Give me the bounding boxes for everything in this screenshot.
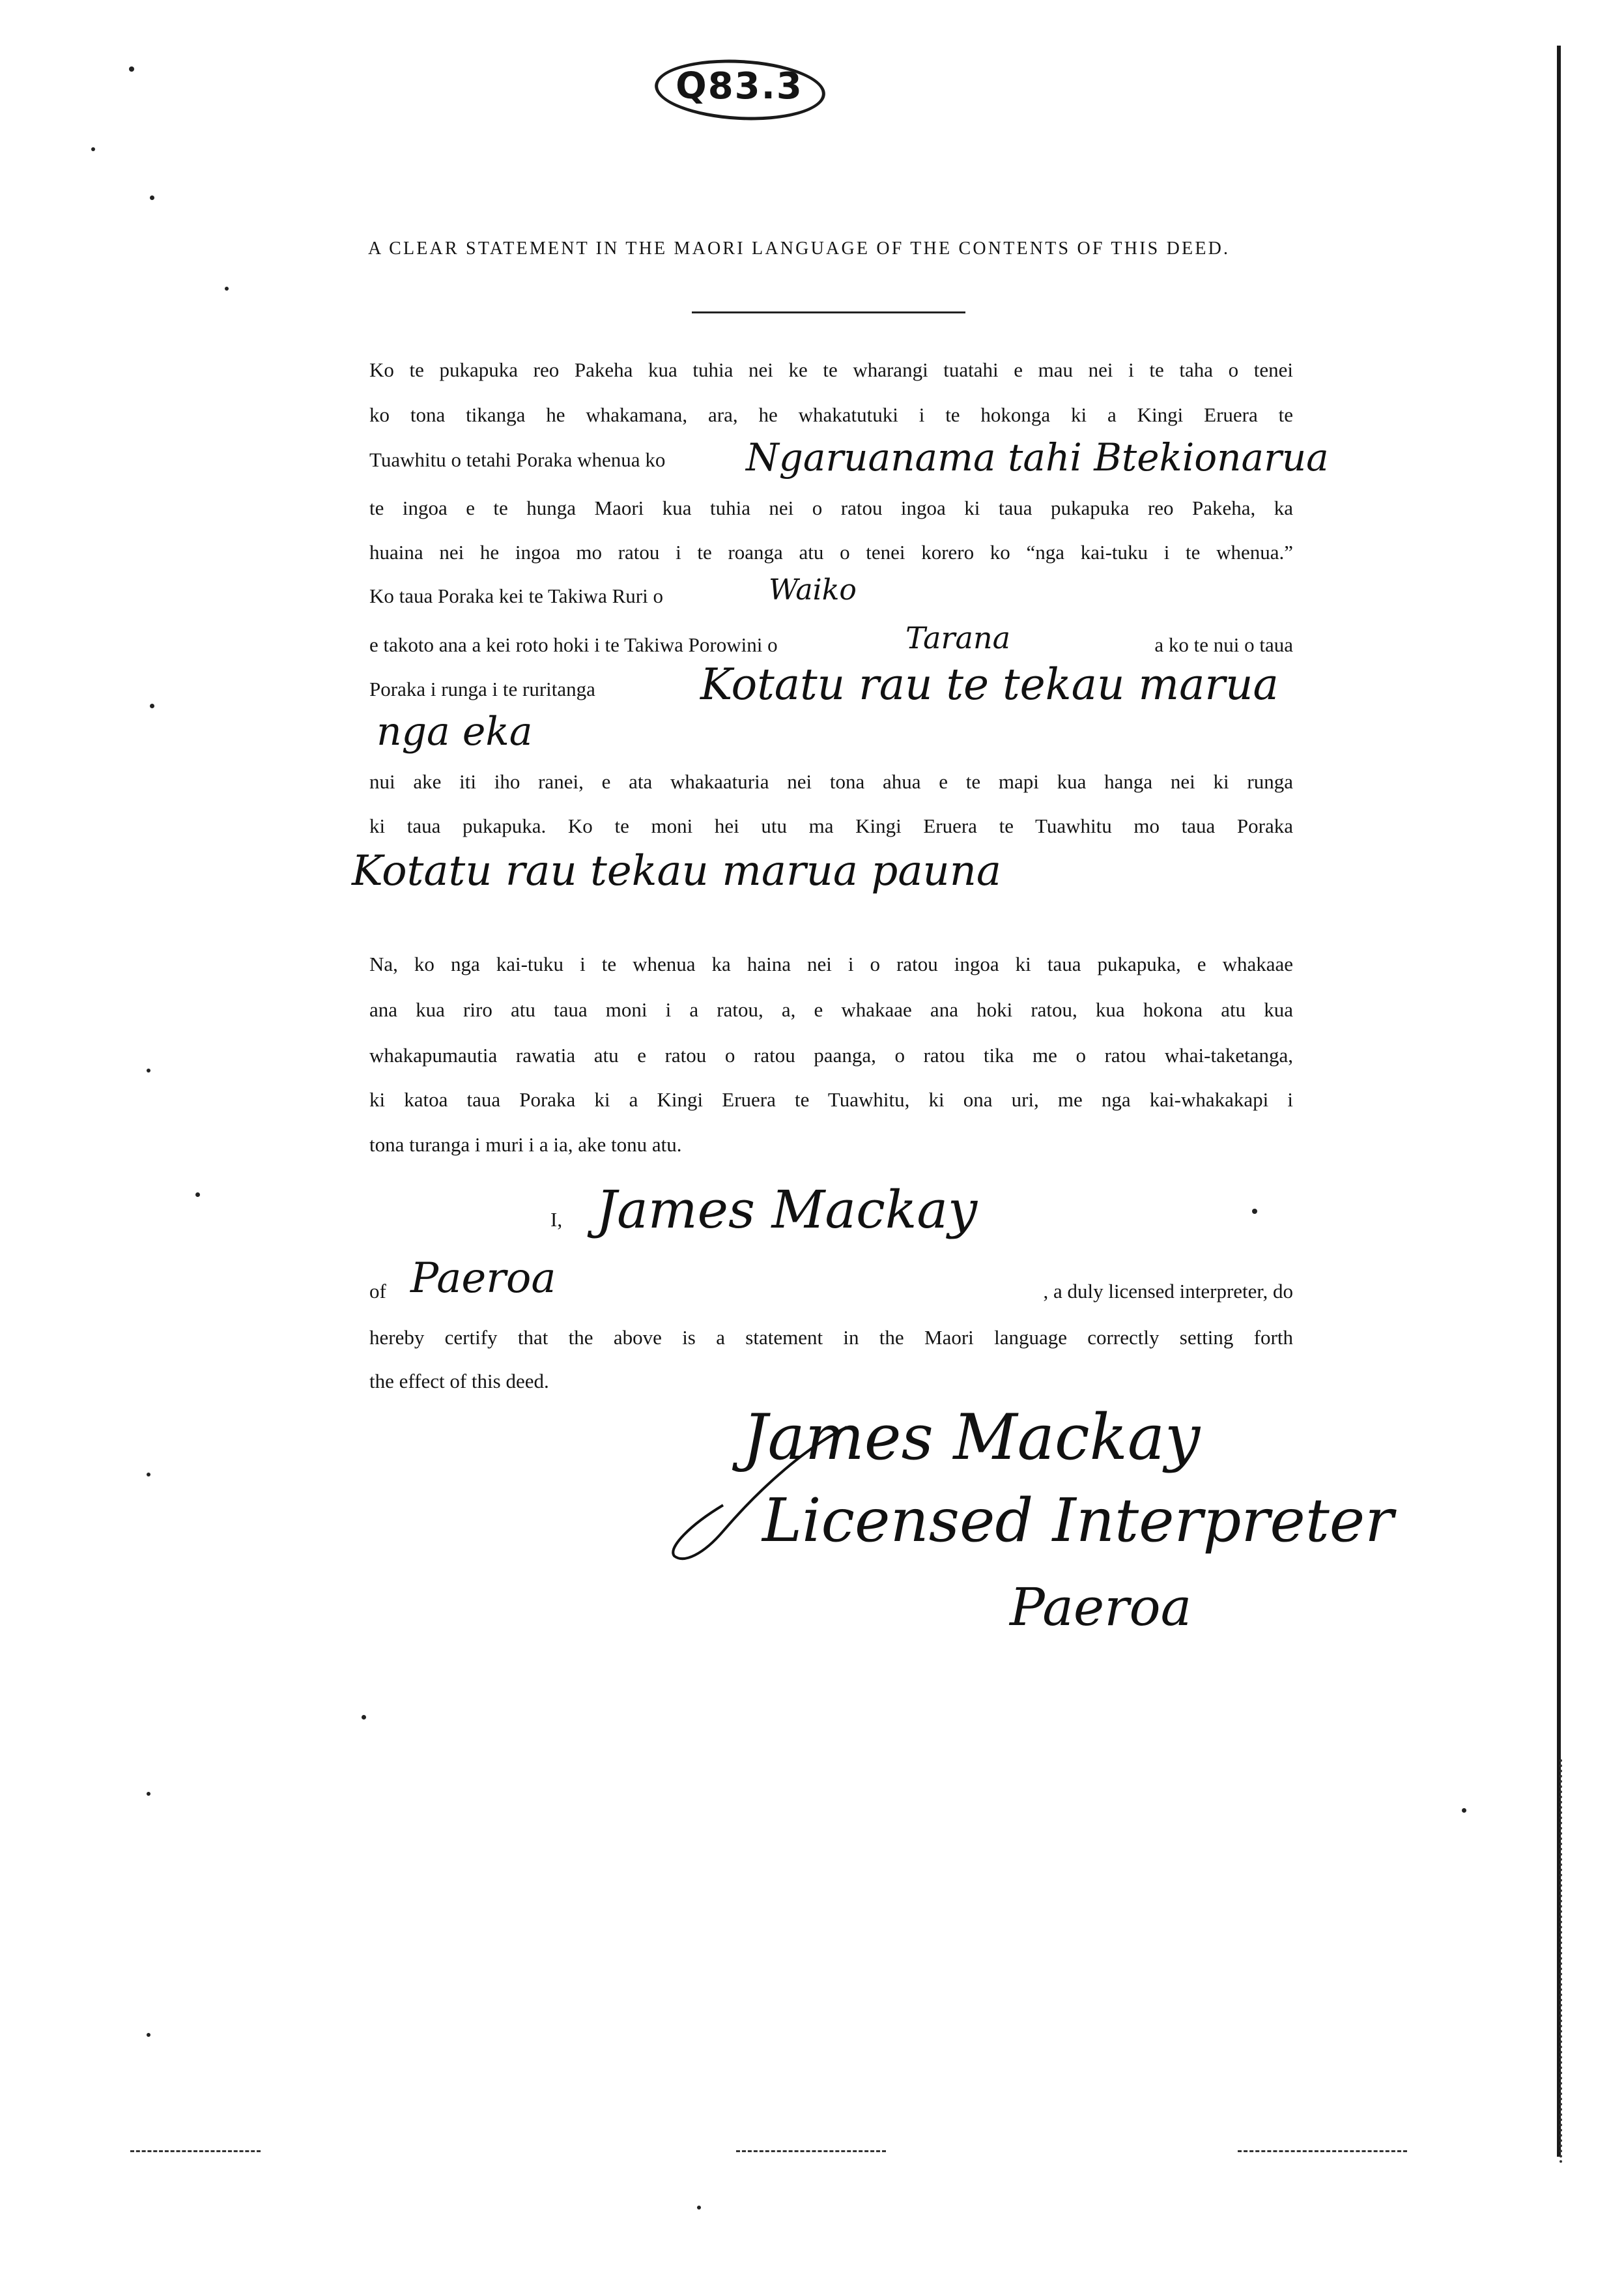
scan-speck bbox=[147, 1069, 150, 1073]
paragraph1-line10: ki taua pukapuka. Ko te moni hei utu ma Kingi Eruera te Tuawhitu mo taua Poraka bbox=[369, 814, 1293, 837]
paragraph1-line7-suffix: a ko te nui o taua bbox=[1154, 633, 1293, 656]
page-title: A CLEAR STATEMENT IN THE MAORI LANGUAGE OF THE CONTENTS OF THIS DEED. bbox=[368, 238, 1231, 259]
certification-line3: the effect of this deed. bbox=[369, 1370, 549, 1392]
handwritten-area-line1: Kotatu rau te tekau marua bbox=[700, 659, 1279, 710]
paragraph2-line1: Na, ko nga kai-tuku i te whenua ka haina nei i o ratou ingoa ki taua pukapuka, e whakaae bbox=[369, 953, 1293, 975]
signature-flourish bbox=[664, 1407, 860, 1570]
handwritten-province: Tarana bbox=[905, 620, 1010, 655]
heading-rule bbox=[692, 311, 965, 313]
scan-edge-mark bbox=[736, 2150, 886, 2152]
handwritten-place: Paeroa bbox=[410, 1254, 556, 1303]
paragraph1-line3-prefix: Tuawhitu o tetahi Poraka whenua ko bbox=[369, 448, 666, 471]
paragraph2-line5: tona turanga i muri i a ia, ake tonu atu. bbox=[369, 1133, 682, 1156]
paragraph1-line1: Ko te pukapuka reo Pakeha kua tuhia nei ke te wharangi tuatahi e mau nei i te taha o tenei bbox=[369, 358, 1293, 381]
scan-edge-mark bbox=[1238, 2150, 1407, 2152]
certification-i-label: I, bbox=[550, 1208, 563, 1231]
signature-name: James Mackay bbox=[743, 1401, 1201, 1474]
paragraph1-line6-prefix: Ko taua Poraka kei te Takiwa Ruri o bbox=[369, 584, 663, 607]
paragraph1-line2: ko tona tikanga he whakamana, ara, he whakatutuki i te hokonga ki a Kingi Eruera te bbox=[369, 403, 1293, 426]
scan-speck bbox=[129, 66, 134, 72]
scan-speck bbox=[150, 704, 154, 708]
scan-speck bbox=[195, 1192, 200, 1197]
handwritten-survey-district: Waiko bbox=[769, 573, 857, 607]
handwritten-interpreter-name: James Mackay bbox=[596, 1179, 978, 1240]
handwritten-price: Kotatu rau tekau marua pauna bbox=[352, 847, 1002, 895]
scan-speck bbox=[150, 195, 154, 200]
paragraph2-line3: whakapumautia rawatia atu e ratou o ratou paanga, o ratou tika me o ratou whai-taketanga, bbox=[369, 1044, 1293, 1067]
signature-title: Licensed Interpreter bbox=[762, 1486, 1394, 1555]
signature-place: Paeroa bbox=[1010, 1577, 1192, 1637]
scan-speck bbox=[1462, 1808, 1466, 1813]
scan-speck bbox=[147, 1473, 150, 1476]
paragraph1-line8-prefix: Poraka i runga i te ruritanga bbox=[369, 678, 595, 700]
handwritten-land-name: Ngaruanama tahi Btekionarua bbox=[746, 435, 1329, 480]
scan-speck bbox=[225, 287, 229, 291]
scan-edge-mark bbox=[130, 2150, 261, 2152]
paragraph1-line9: nui ake iti iho ranei, e ata whakaaturia nei tona ahua e te mapi kua hanga nei ki runga bbox=[369, 770, 1293, 793]
certification-of-label: of bbox=[369, 1280, 386, 1303]
paragraph1-line5: huaina nei he ingoa mo ratou i te roanga atu o tenei korero ko “nga kai-tuku i te whenua.” bbox=[369, 541, 1293, 564]
paragraph1-line7-prefix: e takoto ana a kei roto hoki i te Takiwa Porowini o bbox=[369, 633, 778, 656]
scan-speck bbox=[147, 2033, 150, 2037]
paragraph2-line2: ana kua riro atu taua moni i a ratou, a, e whakaae ana hoki ratou, kua hokona atu kua bbox=[369, 998, 1293, 1021]
scan-speck bbox=[697, 2206, 701, 2210]
scan-border-right-dotted bbox=[1544, 1759, 1562, 2163]
certification-line1-suffix: , a duly licensed interpreter, do bbox=[1043, 1280, 1293, 1303]
scan-speck bbox=[91, 147, 95, 151]
paragraph2-line4: ki katoa taua Poraka ki a Kingi Eruera te Tuawhitu, ki ona uri, me nga kai-whakakapi i bbox=[369, 1088, 1293, 1111]
scan-speck bbox=[147, 1792, 150, 1796]
scan-speck bbox=[1252, 1209, 1257, 1214]
scan-speck bbox=[362, 1715, 366, 1720]
reference-mark: Q83.3 bbox=[676, 65, 803, 108]
handwritten-area-line2: nga eka bbox=[377, 709, 533, 755]
paragraph1-line4: te ingoa e te hunga Maori kua tuhia nei o ratou ingoa ki taua pukapuka reo Pakeha, ka bbox=[369, 497, 1293, 519]
certification-line2: hereby certify that the above is a statement in the Maori language correctly setting forth bbox=[369, 1326, 1293, 1349]
